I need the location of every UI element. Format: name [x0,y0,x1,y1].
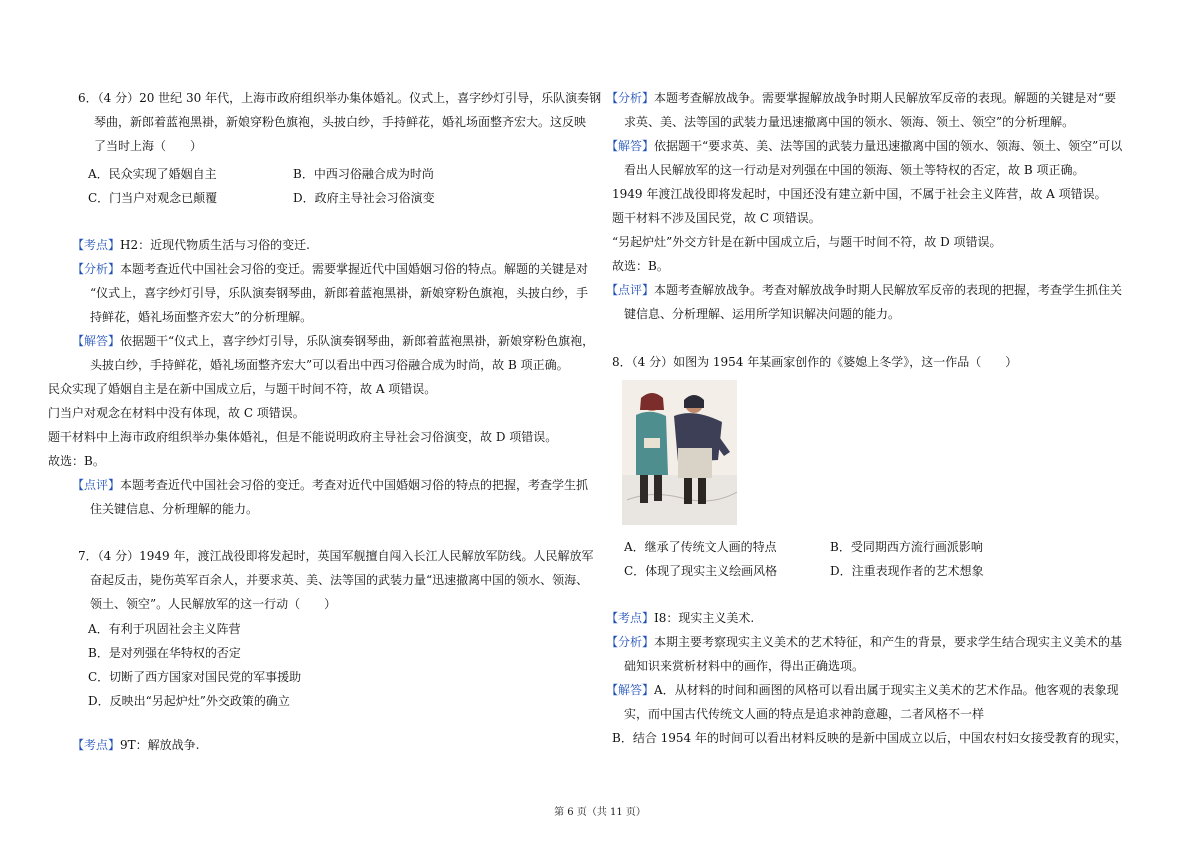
kaodian-tag: 【考点】 [72,238,121,252]
dianping-tag: 【点评】 [606,283,655,297]
q7-jieda-text-1: 依据题干“要求英、美、法等国的武装力量迅速撤离中国的领水、领海、领土、领空”可以 [654,139,1123,153]
q6-jieda-line-2: 头披白纱，手持鲜花，婚礼场面整齐宏大”可以看出中西习俗融合成为时尚，故 B 项正确。 [90,358,569,372]
q7-dianping-line-1 [606,282,1122,298]
q7-jieda-line-4: 题干材料不涉及国民党，故 C 项错误。 [612,211,821,225]
page-footer: 第 6 页（共 11 页） [554,807,646,818]
fenxi-tag: 【分析】 [72,262,121,276]
q6-dianping-line-1 [72,477,588,493]
q7-option-a: A．有利于巩固社会主义阵营 [88,622,241,636]
q8-kaodian [606,610,754,626]
q7-jieda-line-6: 故选：B。 [612,259,669,273]
q7-jieda-line-2: 看出人民解放军的这一行动是对列强在中国的领海、领土等特权的否定，故 B 项正确。 [624,163,1085,177]
q6-dianping-text-1: 本题考查近代中国社会习俗的变迁。考查对近代中国婚姻习俗的特点的把握，考查学生抓 [120,478,589,492]
q6-option-a: A．民众实现了婚姻自主 [88,167,217,181]
q7-stem-line-3: 领土、领空”。人民解放军的这一行动（ ） [90,597,337,611]
jieda-tag: 【解答】 [606,139,655,153]
fenxi-tag: 【分析】 [606,91,655,105]
q6-jieda-line-5: 题干材料中上海市政府组织举办集体婚礼，但是不能说明政府主导社会习俗演变，故 D 项错误。 [48,430,558,444]
kaodian-tag: 【考点】 [72,738,121,752]
q6-jieda-line-6: 故选：B。 [48,454,105,468]
q6-option-d: D．政府主导社会习俗演变 [293,191,435,205]
q7-kaodian-text: 9T：解放战争. [120,738,200,752]
q7-fenxi-line-2: 求英、美、法等国的武装力量迅速撤离中国的领水、领海、领土、领空”的分析理解。 [624,115,1075,129]
q7-option-b: B．是对列强在华特权的否定 [88,646,241,660]
q6-jieda-line-4: 门当户对观念在材料中没有体现，故 C 项错误。 [48,406,305,420]
q6-kaodian-text: H2：近现代物质生活与习俗的变迁. [120,238,310,252]
q7-fenxi-line-1 [606,90,1116,106]
q7-jieda-line-1 [606,138,1122,154]
q6-fenxi-text-1: 本题考查近代中国社会习俗的变迁。需要掌握近代中国婚姻习俗的特点。解题的关键是对 [120,262,589,276]
q6-stem-line-2: 琴曲，新郎着蓝袍黑褂，新娘穿粉色旗袍，头披白纱，手持鲜花，婚礼场面整齐宏大。这反映 [94,115,587,129]
q6-jieda-line-3: 民众实现了婚姻自主是在新中国成立后，与题干时间不符，故 A 项错误。 [48,382,437,396]
q8-jieda-line-1 [606,682,1119,698]
q8-stem: 8．（4 分）如图为 1954 年某画家创作的《婆媳上冬学》，这一作品（ ） [612,355,1018,369]
q8-fenxi-line-1 [606,634,1122,650]
jieda-tag: 【解答】 [606,683,655,697]
q6-stem-line-3: 了当时上海（ ） [94,139,203,153]
q7-jieda-line-3: 1949 年渡江战役即将发起时，中国还没有建立新中国，不属于社会主义阵营，故 A 项错误。 [612,187,1107,201]
painting-image [622,380,737,525]
q6-option-c: C．门当户对观念已颠覆 [88,191,218,205]
q8-kaodian-text: I8：现实主义美术. [654,611,755,625]
q7-kaodian [72,737,199,753]
q7-stem-line-1: 7．（4 分）1949 年，渡江战役即将发起时，英国军舰擅自闯入长江人民解放军防线。人民解放军 [78,549,594,563]
q7-jieda-line-5: “另起炉灶”外交方针是在新中国成立后，与题干时间不符，故 D 项错误。 [612,235,1002,249]
kaodian-tag: 【考点】 [606,611,655,625]
q8-option-c: C．体现了现实主义绘画风格 [624,564,778,578]
q6-jieda-line-1 [72,333,594,349]
q7-option-c: C．切断了西方国家对国民党的军事援助 [88,670,302,684]
q8-fenxi-line-2: 础知识来赏析材料中的画作，得出正确选项。 [624,659,865,673]
q6-dianping-line-2: 住关键信息、分析理解的能力。 [90,502,259,516]
q8-jieda-line-3: B．结合 1954 年的时间可以看出材料反映的是新中国成立以后，中国农村妇女接受教育的现实， [612,731,1127,745]
q6-jieda-text-1: 依据题干“仪式上，喜字纱灯引导，乐队演奏钢琴曲，新郎着蓝袍黑褂，新娘穿粉色旗袍， [120,334,595,348]
dianping-tag: 【点评】 [72,478,121,492]
q8-option-b: B．受同期西方流行画派影响 [830,540,983,554]
q7-dianping-text-1: 本题考查解放战争。考查对解放战争时期人民解放军反帝的表现的把握，考查学生抓住关 [654,283,1123,297]
q6-fenxi-line-3: 持鲜花，婚礼场面整齐宏大”的分析理解。 [90,310,313,324]
q8-jieda-text-1: A．从材料的时间和画图的风格可以看出属于现实主义美术的艺术作品。他客观的表象现 [654,683,1119,697]
q8-option-d: D．注重表现作者的艺术想象 [830,564,984,578]
q6-fenxi-line-2: “仪式上，喜字纱灯引导，乐队演奏钢琴曲，新郎着蓝袍黑褂，新娘穿粉色旗袍，头披白纱，手 [90,286,589,300]
q7-option-d: D．反映出“另起炉灶”外交政策的确立 [88,694,290,708]
q6-kaodian [72,237,310,253]
q7-dianping-line-2: 键信息、分析理解、运用所学知识解决问题的能力。 [624,307,901,321]
q8-jieda-line-2: 实，而中国古代传统文人画的特点是追求神韵意趣，二者风格不一样 [624,707,985,721]
q6-fenxi-line-1 [72,261,588,277]
q7-fenxi-text-1: 本题考查解放战争。需要掌握解放战争时期人民解放军反帝的表现。解题的关键是对“要 [654,91,1117,105]
fenxi-tag: 【分析】 [606,635,655,649]
q6-stem-line-1: 6．（4 分）20 世纪 30 年代，上海市政府组织举办集体婚礼。仪式上，喜字纱灯引导，乐队演奏钢 [78,91,602,105]
q6-option-b: B．中西习俗融合成为时尚 [293,167,434,181]
q8-fenxi-text-1: 本期主要考察现实主义美术的艺术特征，和产生的背景，要求学生结合现实主义美术的基 [654,635,1123,649]
jieda-tag: 【解答】 [72,334,121,348]
q8-option-a: A．继承了传统文人画的特点 [624,540,777,554]
q7-stem-line-2: 奋起反击，毙伤英军百余人，并要求英、美、法等国的武装力量“迅速撤离中国的领水、领海、 [90,573,589,587]
